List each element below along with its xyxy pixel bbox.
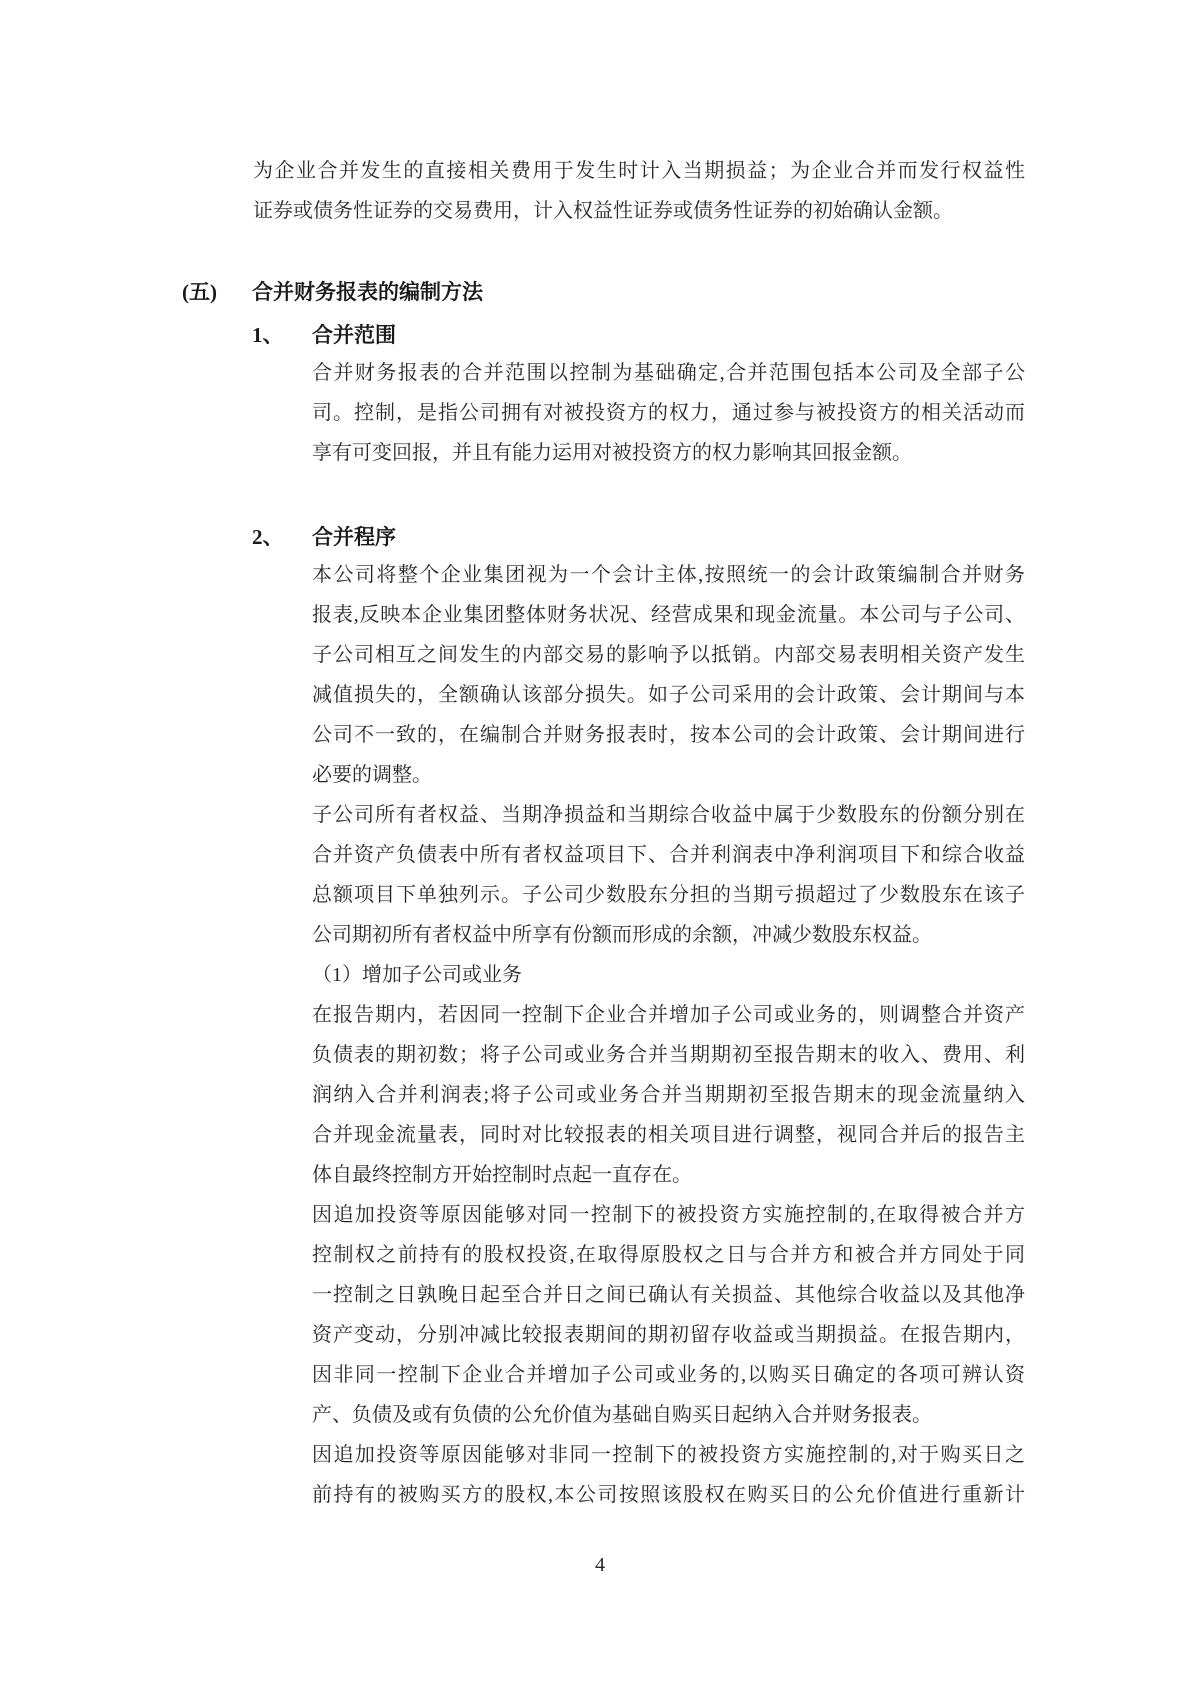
text-line: 减值损失的，全额确认该部分损失。如子公司采用的会计政策、会计期间与本: [312, 684, 1025, 706]
text-line: 负债表的期初数；将子公司或业务合并当期期初至报告期末的收入、费用、利: [312, 1044, 1025, 1066]
item-1-subheading: [312, 955, 1025, 995]
text-line: 因追加投资等原因能够对非同一控制下的被投资方实施控制的,对于购买日之: [312, 1444, 1025, 1466]
section-5-label: (五): [182, 280, 217, 304]
consolidation-procedure-paragraph-5: [312, 1435, 1025, 1515]
consolidation-procedure-paragraph-4: [312, 1195, 1025, 1435]
text-line: 证券或债务性证券的交易费用，计入权益性证券或债务性证券的初始确认金额。: [253, 200, 953, 222]
text-line: 子公司所有者权益、当期净损益和当期综合收益中属于少数股东的份额分别在: [312, 804, 1025, 826]
text-line: 公司期初所有者权益中所享有份额而形成的余额，冲减少数股东权益。: [312, 924, 932, 946]
subsection-1-heading: [252, 315, 396, 355]
text-line: 总额项目下单独列示。子公司少数股东分担的当期亏损超过了少数股东在该子: [312, 884, 1025, 906]
text-line: 必要的调整。: [312, 764, 432, 786]
text-line: 报表,反映本企业集团整体财务状况、经营成果和现金流量。本公司与子公司、: [312, 604, 1025, 626]
consolidation-procedure-paragraph-1: [312, 555, 1025, 795]
text-line: 合并现金流量表，同时对比较报表的相关项目进行调整，视同合并后的报告主: [312, 1124, 1025, 1146]
subsection-2-label: 2、: [252, 525, 284, 549]
subsection-1-label: 1、: [252, 323, 284, 347]
text-line: 资产变动，分别冲减比较报表期间的期初留存收益或当期损益。在报告期内，: [312, 1324, 1025, 1346]
text-line: 合并资产负债表中所有者权益项目下、合并利润表中净利润项目下和综合收益: [312, 844, 1025, 866]
text-line: 公司不一致的，在编制合并财务报表时，按本公司的会计政策、会计期间进行: [312, 724, 1025, 746]
section-5-heading: [182, 272, 483, 312]
text-line: 子公司相互之间发生的内部交易的影响予以抵销。内部交易表明相关资产发生: [312, 644, 1025, 666]
text-line: 在报告期内，若因同一控制下企业合并增加子公司或业务的，则调整合并资产: [312, 1004, 1025, 1026]
text-line: 产、负债及或有负债的公允价值为基础自购买日起纳入合并财务报表。: [312, 1404, 932, 1426]
text-line: 因追加投资等原因能够对同一控制下的被投资方实施控制的,在取得被合并方: [312, 1204, 1025, 1226]
section-5-title: 合并财务报表的编制方法: [252, 280, 483, 304]
text-line: 享有可变回报，并且有能力运用对被投资方的权力影响其回报金额。: [312, 442, 912, 464]
subsection-2-body: [312, 555, 1025, 1515]
subsection-2-title: 合并程序: [312, 525, 396, 549]
consolidation-procedure-paragraph-3: [312, 995, 1025, 1195]
text-line: 司。控制，是指公司拥有对被投资方的权力，通过参与被投资方的相关活动而: [312, 402, 1025, 424]
intro-paragraph: [253, 151, 1025, 231]
page-number: 4: [595, 1554, 605, 1576]
text-line: 控制权之前持有的股权投资,在取得原股权之日与合并方和被合并方同处于同: [312, 1244, 1025, 1266]
subsection-2-heading: [252, 517, 396, 557]
text-line: 一控制之日孰晚日起至合并日之间已确认有关损益、其他综合收益以及其他净: [312, 1284, 1025, 1306]
text-line: （1）增加子公司或业务: [312, 964, 522, 986]
text-line: 前持有的被购买方的股权,本公司按照该股权在购买日的公允价值进行重新计: [312, 1484, 1025, 1506]
text-line: 为企业合并发生的直接相关费用于发生时计入当期损益；为企业合并而发行权益性: [253, 160, 1025, 182]
text-line: 合并财务报表的合并范围以控制为基础确定,合并范围包括本公司及全部子公: [312, 362, 1025, 384]
text-line: 因非同一控制下企业合并增加子公司或业务的,以购买日确定的各项可辨认资: [312, 1364, 1025, 1386]
text-line: 体自最终控制方开始控制时点起一直存在。: [312, 1164, 692, 1186]
text-line: 润纳入合并利润表;将子公司或业务合并当期期初至报告期末的现金流量纳入: [312, 1084, 1025, 1106]
subsection-1-paragraph: [312, 353, 1025, 473]
subsection-1-title: 合并范围: [312, 323, 396, 347]
consolidation-procedure-paragraph-2: [312, 795, 1025, 955]
text-line: 本公司将整个企业集团视为一个会计主体,按照统一的会计政策编制合并财务: [312, 564, 1025, 586]
